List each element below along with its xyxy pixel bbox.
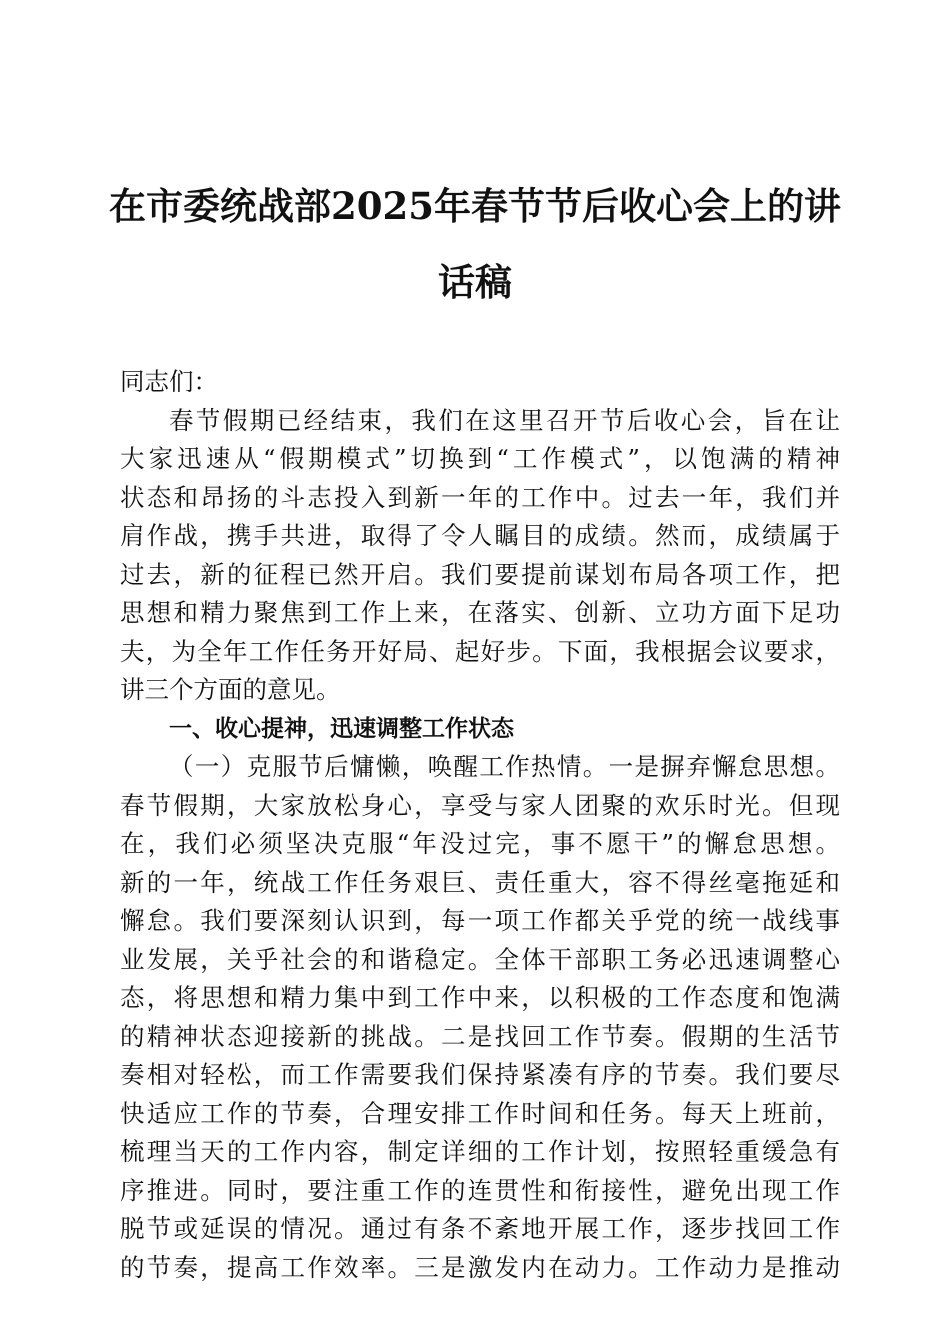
paragraph-line: 懈怠。我们要深刻认识到，每一项工作都关乎党的统一战线事 <box>120 906 840 935</box>
paragraph-line: 状态和昂扬的斗志投入到新一年的工作中。过去一年，我们并 <box>120 482 840 512</box>
paragraph-line: 的节奏，提高工作效率。三是激发内在动力。工作动力是推动 <box>120 1252 840 1282</box>
section-heading: 一、收心提神，迅速调整工作状态 <box>169 715 514 742</box>
paragraph-line: 夫，为全年工作任务开好局、起好步。下面，我根据会议要求， <box>120 636 840 666</box>
paragraph-line: （一）克服节后慵懒，唤醒工作热情。一是摒弃懈怠思想。 <box>169 752 840 781</box>
paragraph-line: 大家迅速从“假期模式”切换到“工作模式”，以饱满的精神 <box>120 444 840 473</box>
paragraph-line: 思想和精力聚焦到工作上来，在落实、创新、立功方面下足功 <box>120 598 840 627</box>
paragraph-line: 业发展，关乎社会的和谐稳定。全体干部职工务必迅速调整心 <box>120 944 840 974</box>
salutation: 同志们： <box>120 367 218 396</box>
title-line-2: 话稿 <box>438 260 512 304</box>
paragraph-line: 春节假期已经结束，我们在这里召开节后收心会，旨在让 <box>169 405 840 435</box>
paragraph-line: 奏相对轻松，而工作需要我们保持紧凑有序的节奏。我们要尽 <box>120 1060 840 1089</box>
paragraph-line: 的精神状态迎接新的挑战。二是找回工作节奏。假期的生活节 <box>120 1021 840 1051</box>
paragraph-line: 过去，新的征程已然开启。我们要提前谋划布局各项工作，把 <box>120 559 840 589</box>
paragraph-line: 序推进。同时，要注重工作的连贯性和衔接性，避免出现工作 <box>120 1175 840 1205</box>
paragraph-line: 快适应工作的节奏，合理安排工作时间和任务。每天上班前， <box>120 1098 840 1128</box>
paragraph-line: 态，将思想和精力集中到工作中来，以积极的工作态度和饱满 <box>120 983 840 1012</box>
paragraph-line: 春节假期，大家放松身心，享受与家人团聚的欢乐时光。但现 <box>120 790 840 820</box>
paragraph-line: 讲三个方面的意见。 <box>120 675 341 704</box>
paragraph-line: 在，我们必须坚决克服“年没过完，事不愿干”的懈怠思想。 <box>120 829 840 858</box>
document-body <box>120 363 840 1287</box>
paragraph-line: 脱节或延误的情况。通过有条不紊地开展工作，逐步找回工作 <box>120 1214 840 1243</box>
document-title <box>100 168 850 320</box>
paragraph-line: 新的一年，统战工作任务艰巨、责任重大，容不得丝毫拖延和 <box>120 867 840 897</box>
paragraph-line: 肩作战，携手共进，取得了令人瞩目的成绩。然而，成绩属于 <box>120 521 840 550</box>
paragraph-line: 梳理当天的工作内容，制定详细的工作计划，按照轻重缓急有 <box>120 1137 840 1166</box>
title-line-1: 在市委统战部2025年春节节后收心会上的讲 <box>109 184 841 228</box>
